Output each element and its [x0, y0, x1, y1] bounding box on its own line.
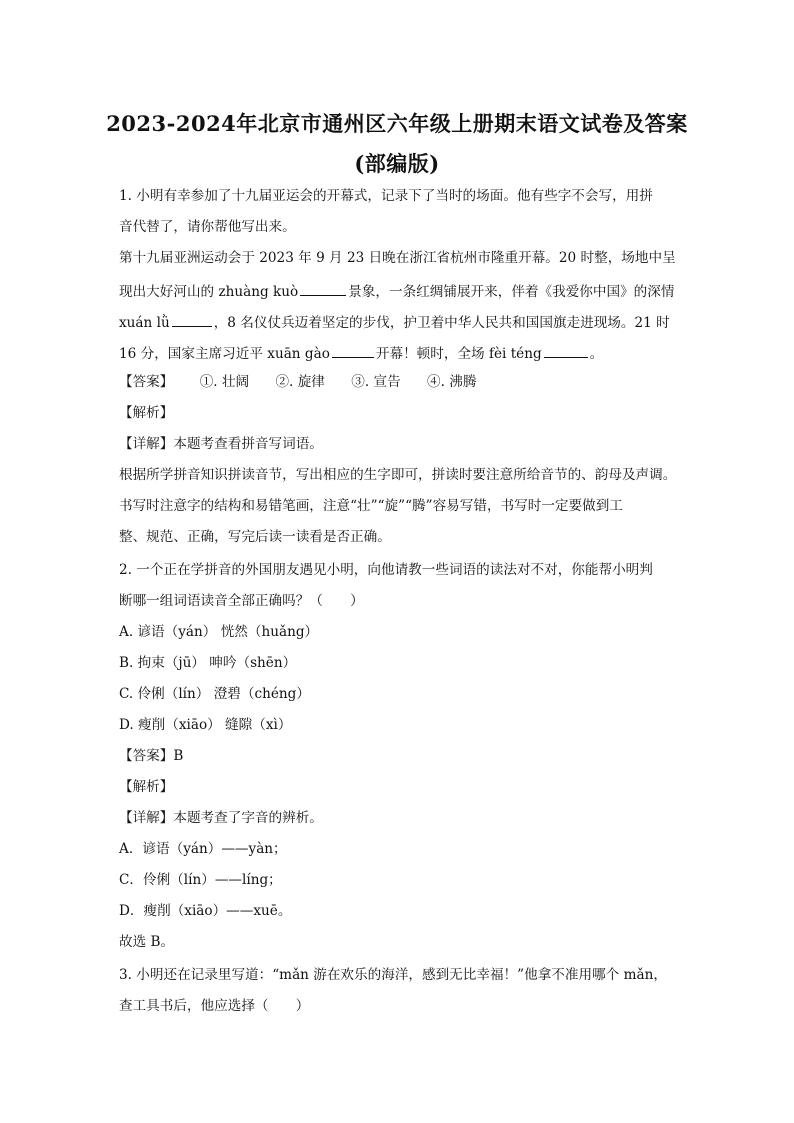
- answer-item-2: ②. 旋律: [275, 374, 325, 390]
- q1-detail-line2: 根据所学拼音知识拼读音节，写出相应的生字即可，拼读时要注意所给音节的、韵母及声调。: [119, 467, 677, 483]
- passage-text: 现出大好河山的 zhuàng kuò: [119, 284, 299, 300]
- q1-passage-line2: [119, 283, 674, 300]
- passage-text: ，8 名仪仗兵迈着坚定的步伐，护卫着中华人民共和国国旗走进现场。21 时: [213, 315, 670, 331]
- passage-text: xuán lǜ: [119, 315, 170, 331]
- q2-option-b: B. 拘束（jū） 呻吟（shēn）: [119, 655, 297, 671]
- q2-stem-line1: 2. 一个正在学拼音的外国朋友遇见小明，向他请教一些词语的读法对不对，你能帮小明判: [119, 562, 653, 578]
- q2-explain-d: D．瘦削（xiāo）——xuē。: [119, 903, 292, 919]
- q1-stem-line1: 1. 小明有幸参加了十九届亚运会的开幕式，记录下了当时的场面。他有些字不会写，用拼: [119, 188, 653, 204]
- q1-answer: [119, 376, 476, 390]
- passage-text: 开幕！顿时，全场 fèi téng: [375, 346, 542, 362]
- answer-label: 【答案】: [119, 374, 174, 390]
- q2-option-d: D. 瘦削（xiāo） 缝隙（xì）: [119, 717, 292, 733]
- q3-stem-line1: 3. 小明还在记录里写道：“mǎn 游在欢乐的海洋，感到无比幸福！”他拿不准用哪个 mǎn，: [119, 967, 667, 983]
- answer-item-4: ④. 沸腾: [427, 374, 477, 390]
- document-subtitle: (部编版): [354, 151, 440, 176]
- q1-stem-line2: 音代替了，请你帮他写出来。: [119, 219, 296, 235]
- answer-blank-1[interactable]: [300, 283, 346, 296]
- q1-passage-line3: [119, 314, 670, 331]
- passage-text: 16 分，国家主席习近平 xuān gào: [119, 346, 330, 362]
- q2-explain-a: A．谚语（yán）——yàn；: [119, 841, 287, 857]
- document-title: 2023-2024年北京市通州区六年级上册期末语文试卷及答案: [106, 111, 688, 136]
- answer-blank-2[interactable]: [172, 314, 212, 327]
- q1-detail-line3: 书写时注意字的结构和易错笔画，注意“壮”“旋”“腾”容易写错，书写时一定要做到工: [119, 498, 623, 514]
- q1-passage-line1: 第十九届亚洲运动会于 2023 年 9 月 23 日晚在浙江省杭州市隆重开幕。20 时整，场地中呈: [119, 250, 676, 266]
- q1-detail-line1: 【详解】本题考查看拼音写词语。: [119, 436, 323, 452]
- q2-option-a: A. 谚语（yán） 恍然（huǎng）: [119, 624, 319, 640]
- q2-option-c: C. 伶俐（lín） 澄碧（chéng）: [119, 686, 310, 702]
- answer-blank-4[interactable]: [544, 345, 588, 358]
- q2-analysis-label: 【解析】: [119, 779, 174, 795]
- q2-conclusion: 故选 B。: [119, 934, 175, 950]
- q3-stem-line2: 查工具书后，他应选择（ ）: [119, 998, 310, 1014]
- answer-blank-3[interactable]: [332, 345, 374, 358]
- q1-detail-line4: 整、规范、正确，写完后读一读看是否正确。: [119, 529, 391, 545]
- q1-passage-line4: [119, 345, 603, 362]
- answer-item-3: ③. 宣告: [351, 374, 401, 390]
- q1-analysis-label: 【解析】: [119, 405, 174, 421]
- q2-answer: 【答案】B: [119, 748, 184, 764]
- answer-item-1: ①. 壮阔: [199, 374, 250, 390]
- passage-text: 景象，一条红绸铺展开来，伴着《我爱你中国》的深情: [348, 284, 675, 300]
- q2-stem-line2: 断哪一组词语读音全部正确吗？（ ）: [119, 593, 364, 609]
- passage-text: 。: [589, 346, 604, 362]
- q2-detail: 【详解】本题考查了字音的辨析。: [119, 810, 323, 826]
- q2-explain-c: C．伶俐（lín）——líng；: [119, 872, 282, 888]
